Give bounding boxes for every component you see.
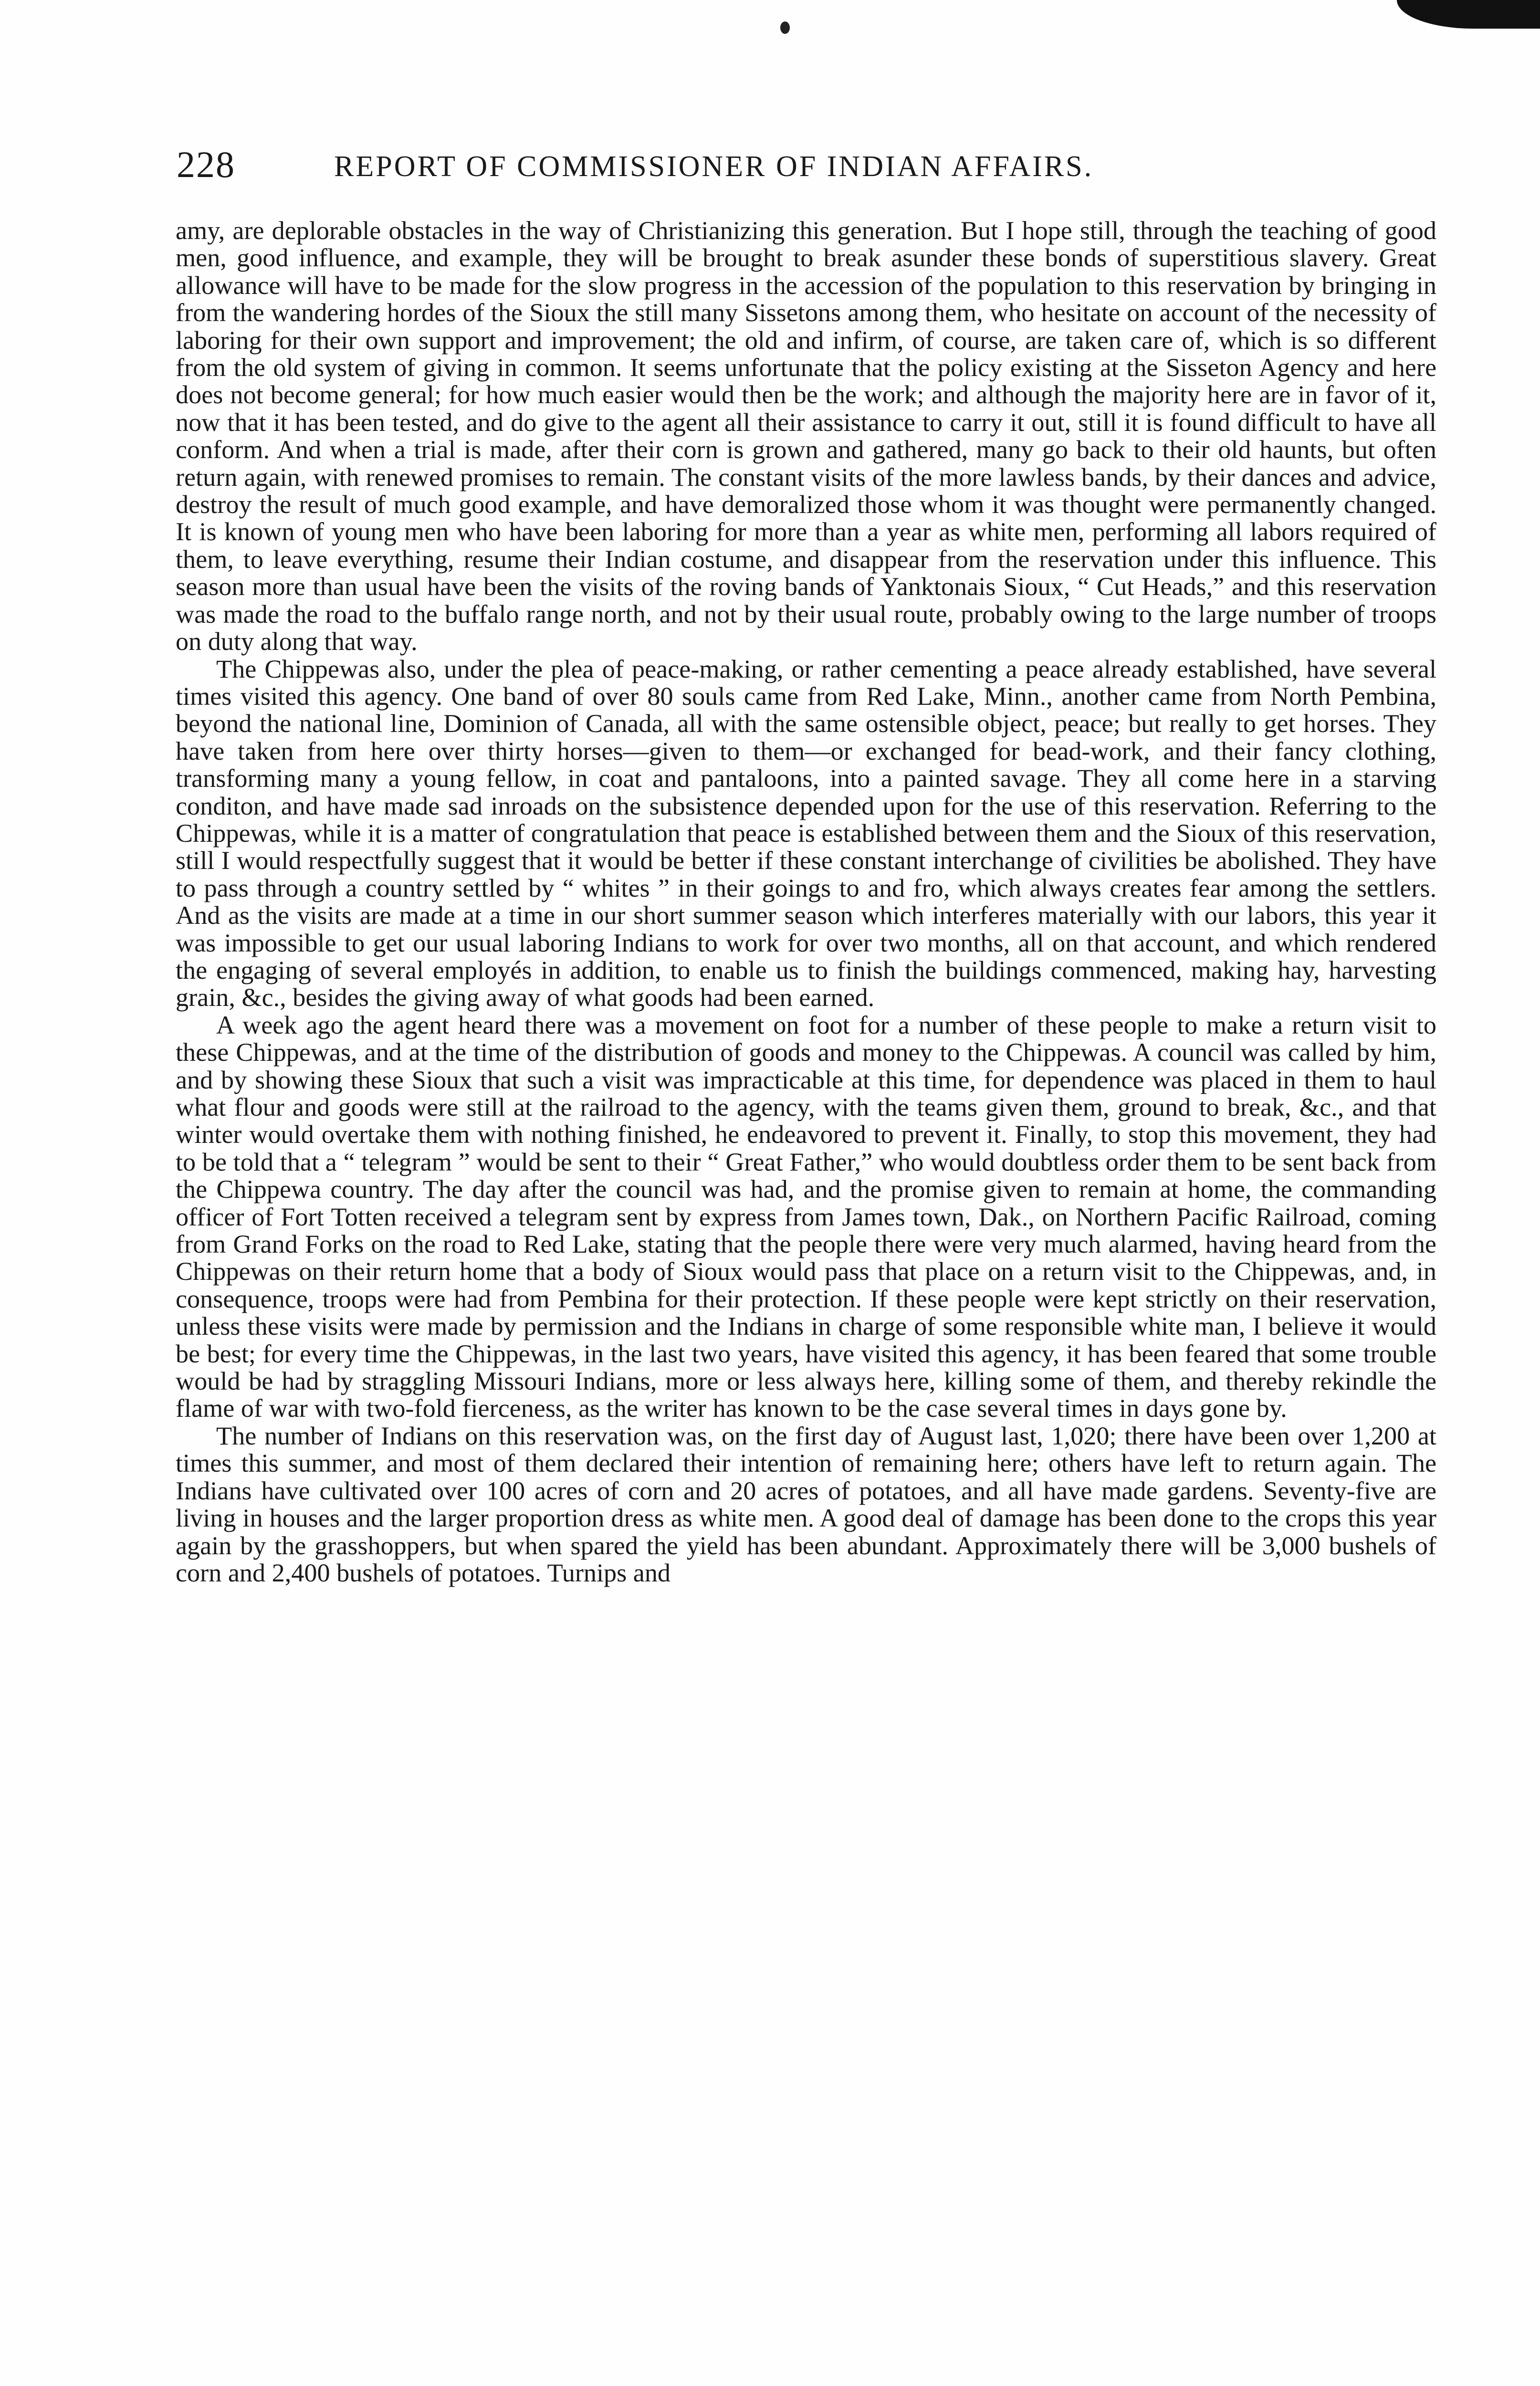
paragraph-3: A week ago the agent heard there was a movement on foot for a number of these people to make a return visit to these Chippewas, and at the time of the distribution of goods and money to the Chippewas. A council was called by him, and by showing these Sioux that such a visit was impracticable at this time, for dependence was placed in them to haul what flour and goods were still at the railroad to the agency, with the teams given them, ground to break, &c., and that winter would overtake them with nothing finished, he endeavored to prevent it. Finally, to stop this movement, they had to be told that a “ telegram ” would be sent to their “ Great Father,” who would doubtless order them to be sent back from the Chippewa country. The day after the council was had, and the promise given to remain at home, the commanding officer of Fort Totten received a telegram sent by express from James town, Dak., on Northern Pacific Railroad, coming from Grand Forks on the road to Red Lake, stating that the people there were very much alarmed, having heard from the Chippewas on their return home that a body of Sioux would pass that place on a return visit to the Chippewas, and, in consequence, troops were had from Pembina for their protection. If these people were kept strictly on their reservation, unless these visits were made by permission and the Indians in charge of some responsible white man, I believe it would be best; for every time the Chippewas, in the last two years, have visited this agency, it has been feared that some trouble would be had by straggling Missouri Indians, more or less always here, killing some of them, and thereby rekindle the flame of war with two-fold fierceness, as the writer has known to be the case several times in days gone by.	[176, 1010, 1436, 1423]
page-number: 228	[177, 144, 235, 185]
running-title: REPORT OF COMMISSIONER OF INDIAN AFFAIRS.	[334, 150, 1094, 183]
paragraph-4: The number of Indians on this reservation was, on the first day of August last, 1,020; there have been over 1,200 at times this summer, and most of them declared their intention of remaining here; others have left to return again. The Indians have cultivated over 100 acres of corn and 20 acres of potatoes, and all have made gardens. Seventy-five are living in houses and the larger proportion dress as white men. A good deal of damage has been done to the crops this year again by the grasshoppers, but when spared the yield has been abundant. Approximately there will be 3,000 bushels of corn and 2,400 bushels of potatoes. Turnips and	[176, 1421, 1436, 1587]
body-text	[176, 217, 1436, 1587]
paragraph-2: The Chippewas also, under the plea of peace-making, or rather cementing a peace already established, have several times visited this agency. One band of over 80 souls came from Red Lake, Minn., another came from North Pembina, beyond the national line, Dominion of Canada, all with the same ostensible object, peace; but really to get horses. They have taken from here over thirty horses—given to them—or exchanged for bead-work, and their fancy clothing, transforming many a young fellow, in coat and pantaloons, into a painted savage. They all come here in a starving conditon, and have made sad inroads on the subsistence depended upon for the use of this reservation. Referring to the Chippewas, while it is a matter of congratulation that peace is established between them and the Sioux of this reservation, still I would respectfully suggest that it would be better if these constant interchange of civilities be abolished. They have to pass through a country settled by “ whites ” in their goings to and fro, which always creates fear among the settlers. And as the visits are made at a time in our short summer season which interferes materially with our labors, this year it was impossible to get our usual laboring Indians to work for over two months, all on that account, and which rendered the engaging of several employés in addition, to enable us to finish the buildings commenced, making hay, harvesting grain, &c., besides the giving away of what goods had been earned.	[176, 654, 1436, 1012]
scan-corner-mark	[1397, 0, 1540, 29]
paragraph-1: amy, are deplorable obstacles in the way of Christianizing this generation. But I hope still, through the teaching of good men, good influence, and example, they will be brought to break asunder these bonds of superstitious slavery. Great allowance will have to be made for the slow progress in the accession of the population to this reservation by bringing in from the wandering hordes of the Sioux the still many Sissetons among them, who hesitate on account of the necessity of laboring for their own support and improvement; the old and infirm, of course, are taken care of, which is so different from the old system of giving in common. It seems unfortunate that the policy existing at the Sisseton Agency and here does not become general; for how much easier would then be the work; and although the majority here are in favor of it, now that it has been tested, and do give to the agent all their assistance to carry it out, still it is found difficult to have all conform. And when a trial is made, after their corn is grown and gathered, many go back to their old haunts, but often return again, with renewed promises to remain. The constant visits of the more lawless bands, by their dances and advice, destroy the result of much good example, and have demoralized those whom it was thought were permanently changed. It is known of young men who have been laboring for more than a year as white men, performing all labors required of them, to leave everything, resume their Indian costume, and disappear from the reservation under this influence. This season more than usual have been the visits of the roving bands of Yanktonais Sioux, “ Cut Heads,” and this reservation was made the road to the buffalo range north, and not by their usual route, probably owing to the large number of troops on duty along that way.	[176, 216, 1436, 656]
running-header	[177, 143, 1274, 196]
ink-dot	[780, 21, 790, 34]
